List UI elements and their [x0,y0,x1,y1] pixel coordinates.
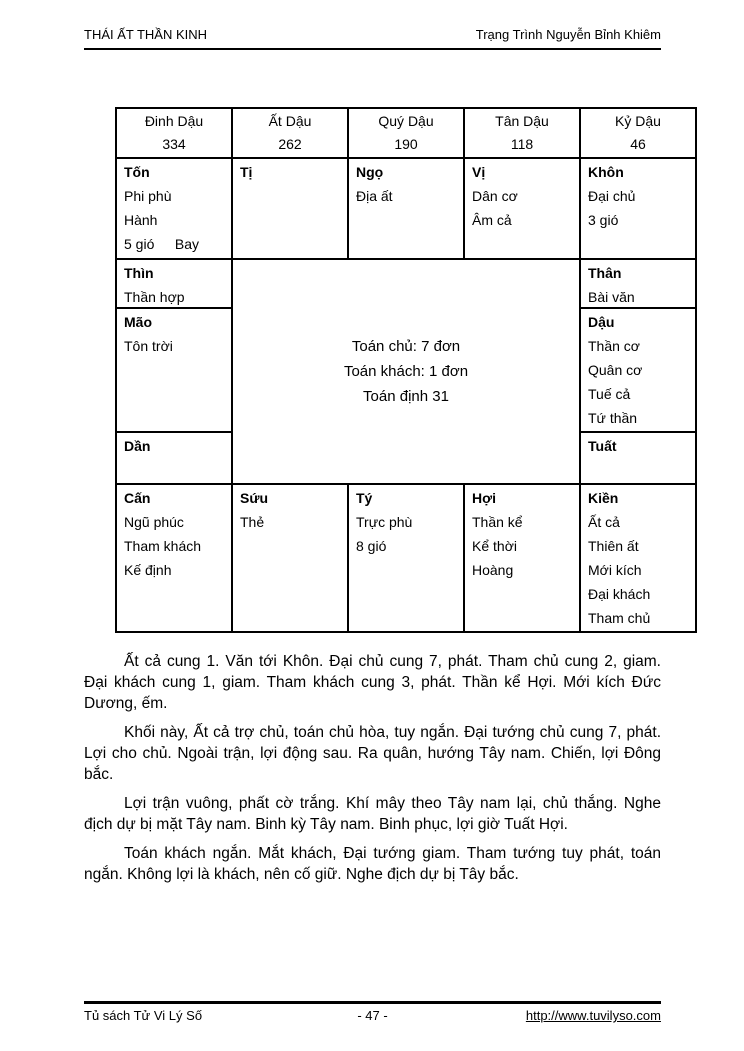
year-cell-dinh-dau [117,109,231,157]
palace-label: Khôn [588,164,624,180]
footer-series-title: Tủ sách Tử Vi Lý Số [84,1008,203,1023]
palace-line: Tuế cả [588,386,631,402]
palace-label: Hợi [472,490,496,506]
palace-line: Thiên ất [588,538,639,554]
paragraph-1: Ất cả cung 1. Văn tới Khôn. Đại chủ cung 7, phát. Tham chủ cung 2, giam. Đại khách cung 1, giam. Tham khách cung 3, phát. Thần kể Hợi. Mới kích Đức Dương, ếm. [84,653,661,712]
palace-line: Kế định [124,562,172,578]
footer-page-number: - 47 - [357,1008,388,1023]
palace-label: Dậu [588,314,615,330]
palace-line: Bài văn [588,289,635,305]
palace-line: Đại khách [588,586,651,602]
cell-hoi [465,485,579,631]
cell-kien [581,485,695,631]
palace-label: Cấn [124,490,151,506]
palace-line: Đại chủ [588,188,636,204]
palace-line: Tham chủ [588,610,651,626]
cell-ti [233,159,347,258]
year-cell-ky-dau [581,109,695,157]
palace-line: Kể thời [472,538,517,554]
header-book-title: THÁI ẤT THẦN KINH [84,27,208,42]
cell-ty [349,485,463,631]
palace-line: Âm cả [472,212,512,228]
palace-line: 8 gió [356,538,387,554]
palace-line: Hành [124,212,158,228]
palace-label: Thân [588,265,622,281]
cell-mao [117,309,231,431]
toan-chu: Toán chủ: 7 đơn [351,338,461,355]
cell-suu [233,485,347,631]
page-footer [84,1001,661,1023]
palace-line: Trực phù [356,514,413,530]
year-number: 190 [394,136,418,152]
footer-website-link[interactable]: http://www.tuvilyso.com [525,1008,661,1023]
palace-line: Phi phù [124,188,172,204]
palace-label: Vị [472,164,486,180]
palace-label: Mão [124,314,152,330]
palace-line: Thần kể [472,514,523,530]
palace-line-split [124,232,225,256]
paragraph-2: Khối này, Ất cả trợ chủ, toán chủ hòa, tuy ngắn. Đại tướng chủ cung 7, phát. Lợi cho chủ. Ngoài trận, lợi động sau. Ra quân, hướng Tây nam. Chiến, lợi Đông bắc. [84,724,661,783]
palace-line: Thần hợp [124,289,185,305]
palace-line: 5 gió [124,236,155,252]
year-cell-at-dau [233,109,347,157]
year-number: 46 [630,136,646,152]
palace-line: Hoàng [472,562,514,578]
year-name: Đinh Dậu [144,113,204,129]
year-cell-tan-dau [465,109,579,157]
palace-line: Thần cơ [588,338,640,354]
commentary-text [84,651,661,893]
year-number: 262 [278,136,302,152]
cell-thin [117,260,231,307]
paragraph-4: Toán khách ngắn. Mắt khách, Đại tướng giam. Tham tướng tuy phát, toán ngắn. Không lợi là khách, nên cố giữ. Nghe địch dự bị Tây bắc. [84,845,661,883]
palace-label: Sứu [240,490,269,506]
palace-line: Ngũ phúc [124,514,184,530]
year-name: Ất Dậu [268,113,312,129]
palace-line: Thẻ [240,514,265,530]
palace-line: Tham khách [124,538,202,554]
page-header [84,27,661,50]
year-number: 118 [510,136,534,152]
cell-dan [117,433,231,483]
year-name: Kỷ Dậu [615,113,661,129]
palace-line: Bay [174,236,199,252]
cell-dau [581,309,695,431]
year-number: 334 [162,136,186,152]
palace-label: Tốn [124,164,150,180]
cell-ton [117,159,231,258]
palace-line: Tứ thần [588,410,638,426]
palace-label: Tuất [588,438,617,454]
palace-line: Mới kích [588,562,642,578]
cell-vi [465,159,579,258]
center-calculation-cell [233,260,579,483]
palace-label: Tị [240,164,253,180]
year-name: Quý Dậu [378,113,434,129]
palace-label: Kiền [588,490,619,506]
header-author: Trạng Trình Nguyễn Bỉnh Khiêm [475,27,661,42]
cell-khon [581,159,695,258]
palace-line: 3 gió [588,212,619,228]
paragraph-3: Lợi trận vuông, phất cờ trắng. Khí mây theo Tây nam lại, chủ thắng. Nghe địch dự bị mặt Tây nam. Binh kỳ Tây nam. Binh phục, lợi giờ Tuất Hợi. [84,795,661,833]
palace-label: Ngọ [356,164,384,180]
palace-line: Dân cơ [472,188,518,204]
cell-tuat [581,433,695,483]
cell-can [117,485,231,631]
palace-label: Tý [356,490,373,506]
year-cell-quy-dau [349,109,463,157]
palace-line: Tôn trời [124,338,173,354]
cell-ngo [349,159,463,258]
palace-line: Quân cơ [588,362,643,378]
thai-at-chart [115,107,697,633]
palace-label: Dần [124,438,151,454]
toan-khach: Toán khách: 1 đơn [343,363,469,380]
palace-line: Địa ất [356,188,393,204]
cell-than [581,260,695,307]
toan-dinh: Toán định 31 [363,388,449,405]
palace-label: Thìn [124,265,154,281]
palace-line: Ất cả [588,514,620,530]
year-name: Tân Dậu [495,113,549,129]
